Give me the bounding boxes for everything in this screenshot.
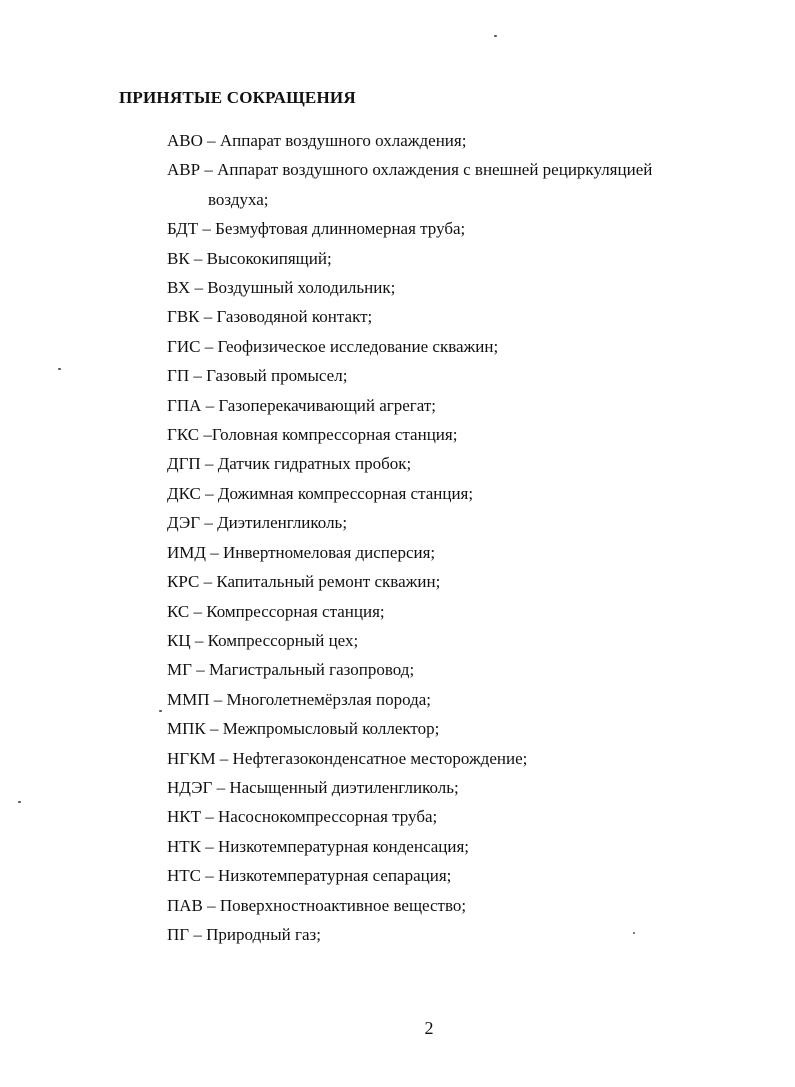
abbreviation-text: ГПА – Газоперекачивающий агрегат; xyxy=(167,395,437,415)
abbreviation-text: ДЭГ – Диэтиленгликоль; xyxy=(167,513,348,533)
abbreviation-text: ВХ – Воздушный холодильник; xyxy=(167,278,396,298)
abbreviation-text: НДЭГ – Насыщенный диэтиленгликоль; xyxy=(167,777,459,797)
abbreviation-text: АВР – Аппарат воздушного охлаждения с внешней рециркуляцией xyxy=(167,160,653,180)
abbreviation-item xyxy=(167,626,757,655)
abbreviation-item xyxy=(167,155,757,214)
abbreviation-item xyxy=(167,744,757,773)
abbreviation-text: НКТ – Насоснокомпрессорная труба; xyxy=(167,807,438,827)
abbreviation-text: ИМД – Инвертномеловая дисперсия; xyxy=(167,542,436,562)
abbreviation-item xyxy=(167,508,757,537)
abbreviation-text: БДТ – Безмуфтовая длинномерная труба; xyxy=(167,219,466,239)
page-number: 2 xyxy=(424,1018,434,1038)
abbreviation-text: ГВК – Газоводяной контакт; xyxy=(167,307,373,327)
scan-speck xyxy=(58,368,61,370)
scan-speck xyxy=(494,35,497,37)
abbreviation-item xyxy=(167,332,757,361)
abbreviation-text: ПАВ – Поверхностноактивное вещество; xyxy=(167,895,467,915)
abbreviation-text: НТС – Низкотемпературная сепарация; xyxy=(167,866,452,886)
abbreviation-item xyxy=(167,244,757,273)
abbreviation-item xyxy=(167,832,757,861)
abbreviation-item xyxy=(167,802,757,831)
abbreviation-item xyxy=(167,685,757,714)
abbreviation-item xyxy=(167,538,757,567)
abbreviation-text: ВК – Высококипящий; xyxy=(167,248,332,268)
abbreviations-list xyxy=(167,126,757,949)
abbreviation-item xyxy=(167,361,757,390)
abbreviation-item xyxy=(167,655,757,684)
abbreviation-continuation: воздуха; xyxy=(208,189,269,209)
abbreviation-item xyxy=(167,391,757,420)
abbreviation-item xyxy=(167,273,757,302)
abbreviation-text: АВО – Аппарат воздушного охлаждения; xyxy=(167,131,467,150)
abbreviation-text: ММП – Многолетнемёрзлая порода; xyxy=(167,689,431,709)
abbreviation-item xyxy=(167,714,757,743)
abbreviation-text: КС – Компрессорная станция; xyxy=(167,601,385,621)
abbreviation-text: ПГ – Природный газ; xyxy=(167,924,321,944)
abbreviation-item xyxy=(167,126,757,155)
abbreviation-item xyxy=(167,302,757,331)
abbreviation-text: МПК – Межпромысловый коллектор; xyxy=(167,719,440,739)
abbreviation-text: КРС – Капитальный ремонт скважин; xyxy=(167,572,441,592)
abbreviation-text: ГКС –Головная компрессорная станция; xyxy=(167,425,458,445)
scan-speck xyxy=(18,801,21,803)
abbreviation-text: ГИС – Геофизическое исследование скважин; xyxy=(167,336,499,356)
abbreviation-item xyxy=(167,891,757,920)
abbreviation-text: ДКС – Дожимная компрессорная станция; xyxy=(167,483,474,503)
abbreviation-item xyxy=(167,567,757,596)
scan-speck xyxy=(159,710,162,712)
abbreviation-text: ДГП – Датчик гидратных пробок; xyxy=(167,454,412,474)
section-heading: ПРИНЯТЫЕ СОКРАЩЕНИЯ xyxy=(119,88,356,107)
abbreviation-item xyxy=(167,449,757,478)
abbreviation-item xyxy=(167,597,757,626)
abbreviation-item xyxy=(167,214,757,243)
abbreviation-text: ГП – Газовый промысел; xyxy=(167,366,348,386)
abbreviation-item xyxy=(167,420,757,449)
abbreviation-item xyxy=(167,479,757,508)
abbreviation-text: НГКМ – Нефтегазоконденсатное месторождение; xyxy=(167,748,528,768)
abbreviation-text: КЦ – Компрессорный цех; xyxy=(167,630,359,650)
abbreviation-item xyxy=(167,773,757,802)
abbreviation-text: МГ – Магистральный газопровод; xyxy=(167,660,415,680)
abbreviation-text: НТК – Низкотемпературная конденсация; xyxy=(167,836,469,856)
abbreviation-item xyxy=(167,920,757,949)
abbreviation-item xyxy=(167,861,757,890)
